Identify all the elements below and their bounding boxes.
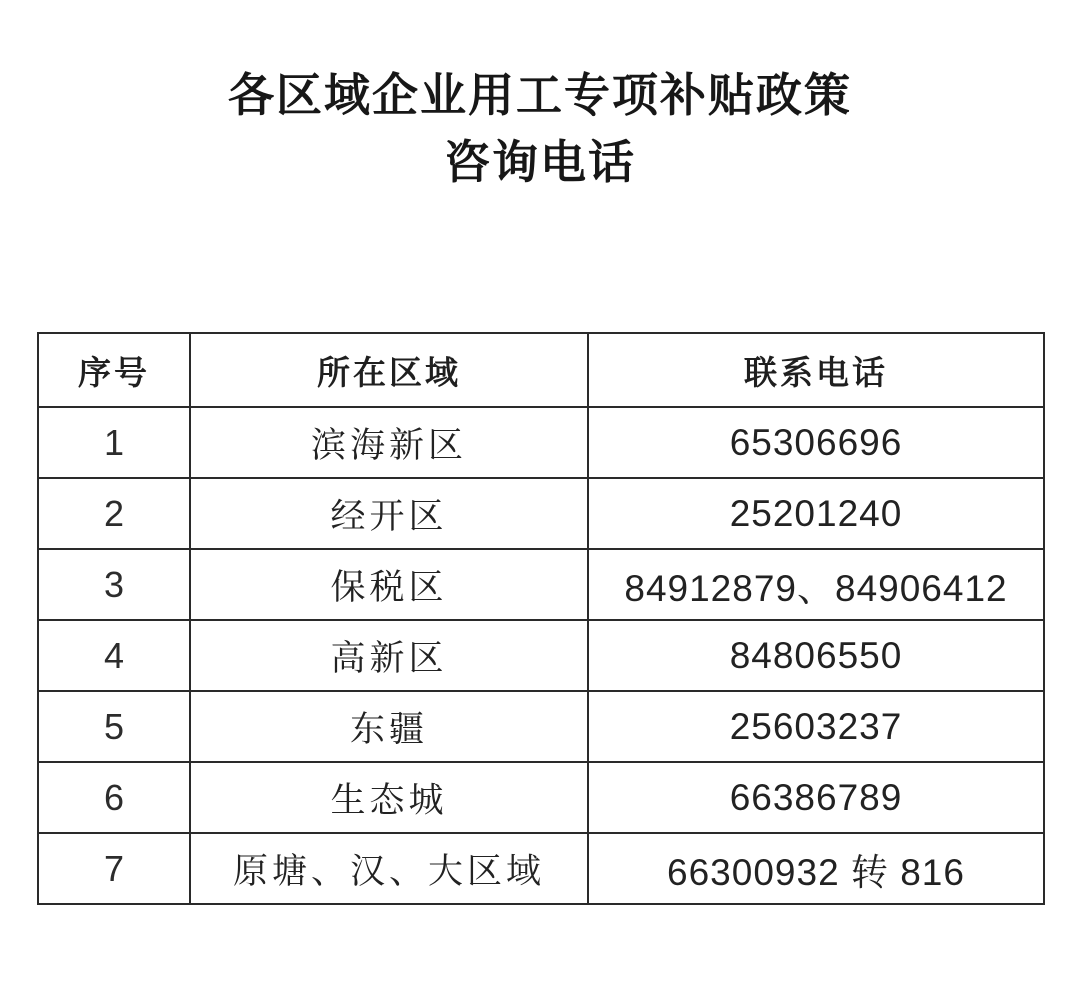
region-cell: 原塘、汉、大区域 xyxy=(190,833,588,904)
row-index-cell: 1 xyxy=(38,407,190,478)
table-row xyxy=(38,833,1044,904)
phone-cell: 66300932 转 816 xyxy=(588,833,1044,904)
region-cell: 高新区 xyxy=(190,620,588,691)
page-title-line1: 各区域企业用工专项补贴政策 xyxy=(228,69,852,121)
row-index-cell: 3 xyxy=(38,549,190,620)
phone-cell: 65306696 xyxy=(588,407,1044,478)
table-row xyxy=(38,407,1044,478)
region-cell: 经开区 xyxy=(190,478,588,549)
row-index-cell: 2 xyxy=(38,478,190,549)
row-index-cell: 5 xyxy=(38,691,190,762)
table-row xyxy=(38,620,1044,691)
region-cell: 滨海新区 xyxy=(190,407,588,478)
contact-table xyxy=(37,332,1045,905)
region-cell: 生态城 xyxy=(190,762,588,833)
page-title xyxy=(0,62,1080,196)
phone-cell: 84806550 xyxy=(588,620,1044,691)
table-row xyxy=(38,691,1044,762)
row-index-cell: 6 xyxy=(38,762,190,833)
row-index-cell: 7 xyxy=(38,833,190,904)
column-header-index: 序号 xyxy=(38,333,190,407)
page-title-line2: 咨询电话 xyxy=(444,136,636,188)
region-cell: 东疆 xyxy=(190,691,588,762)
column-header-region: 所在区域 xyxy=(190,333,588,407)
column-header-phone: 联系电话 xyxy=(588,333,1044,407)
table-header-row xyxy=(38,333,1044,407)
table-row xyxy=(38,762,1044,833)
region-cell: 保税区 xyxy=(190,549,588,620)
table-row xyxy=(38,549,1044,620)
phone-cell: 25201240 xyxy=(588,478,1044,549)
row-index-cell: 4 xyxy=(38,620,190,691)
phone-cell: 25603237 xyxy=(588,691,1044,762)
phone-cell: 84912879、84906412 xyxy=(588,549,1044,620)
table-row xyxy=(38,478,1044,549)
phone-cell: 66386789 xyxy=(588,762,1044,833)
